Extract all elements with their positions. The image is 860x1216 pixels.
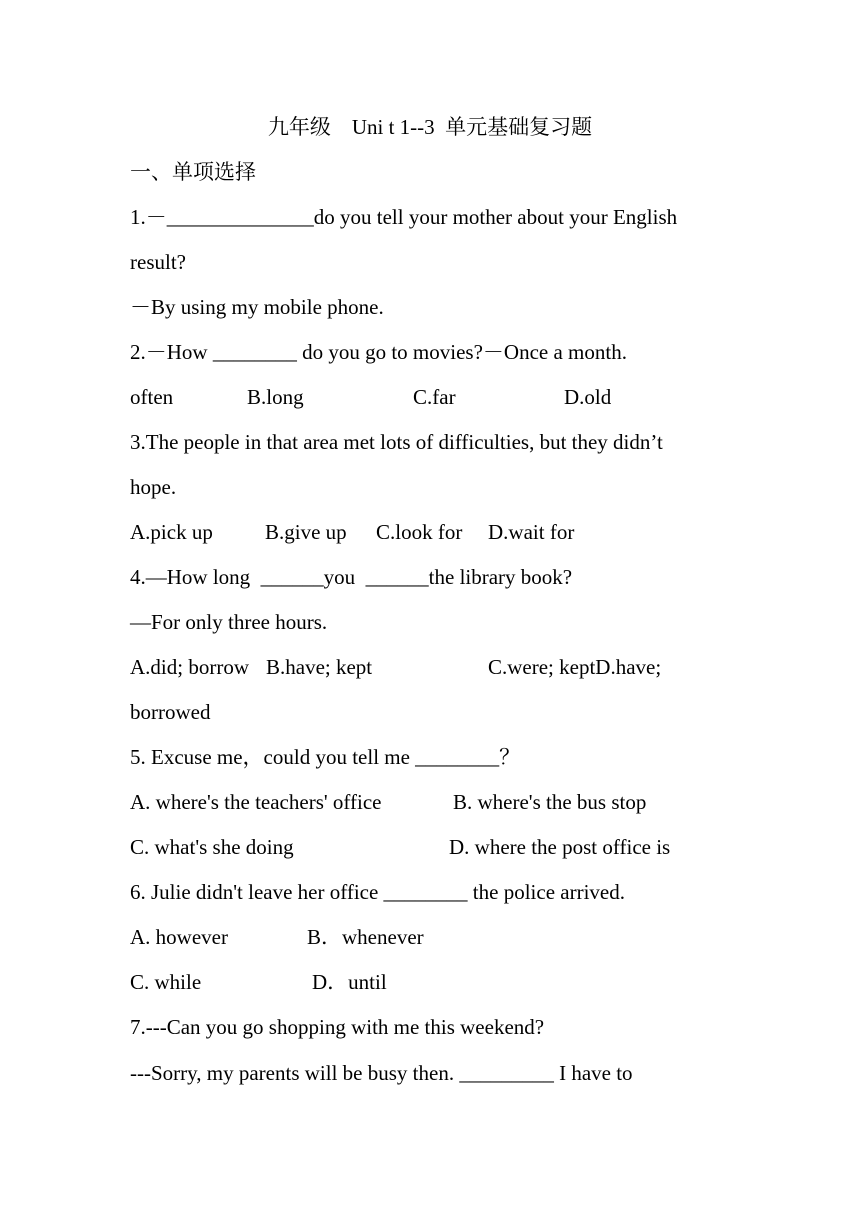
question-6-option-c: C. while [130, 970, 202, 994]
question-2-stem: 2.－How ________ do you go to movies?－Once a month. [130, 340, 627, 364]
question-1-answer: －By using my mobile phone. [130, 295, 384, 319]
question-3-option-a: A.pick up [130, 520, 213, 544]
question-6-stem: 6. Julie didn't leave her office ________ the police arrived. [130, 880, 625, 904]
question-6-option-b: B．whenever [307, 925, 424, 949]
question-5-stem: 5. Excuse me，could you tell me ________？ [130, 745, 521, 769]
question-3-option-d: D.wait for [488, 520, 575, 544]
question-2-option-a: often [130, 385, 174, 409]
question-3-stem: 3.The people in that area met lots of difficulties, but they didn’t [130, 430, 663, 454]
question-5-option-b: B. where's the bus stop [453, 790, 647, 814]
question-4-stem: 4.—How long ______you ______the library book? [130, 565, 573, 589]
question-3-stem-continued: hope. [130, 475, 177, 499]
question-1-stem: 1.－______________do you tell your mother about your English [130, 205, 678, 229]
question-4-answer: —For only three hours. [130, 610, 328, 634]
question-4-option-wrap: borrowed [130, 700, 211, 724]
question-1-stem-continued: result? [130, 250, 186, 274]
question-4-option-a: A.did; borrow [130, 655, 249, 679]
question-2-option-c: C.far [413, 385, 456, 409]
question-4-option-c-d: C.were; keptD.have; [488, 655, 662, 679]
question-2-option-d: D.old [564, 385, 612, 409]
question-4-option-b: B.have; kept [266, 655, 373, 679]
question-7-stem: 7.---Can you go shopping with me this weekend? [130, 1015, 545, 1039]
question-3-option-c: C.look for [376, 520, 463, 544]
question-5-option-d: D. where the post office is [449, 835, 671, 859]
document-title: 九年级 Uni t 1--3 单元基础复习题 [267, 115, 593, 139]
question-3-option-b: B.give up [265, 520, 347, 544]
question-6-option-d: D．until [312, 970, 387, 994]
section-heading: 一、单项选择 [130, 160, 256, 184]
question-6-option-a: A. however [130, 925, 228, 949]
question-2-option-b: B.long [247, 385, 304, 409]
question-7-reply: ---Sorry, my parents will be busy then. _________ I have to [130, 1061, 633, 1085]
question-5-option-a: A. where's the teachers' office [130, 790, 382, 814]
question-5-option-c: C. what's she doing [130, 835, 294, 859]
